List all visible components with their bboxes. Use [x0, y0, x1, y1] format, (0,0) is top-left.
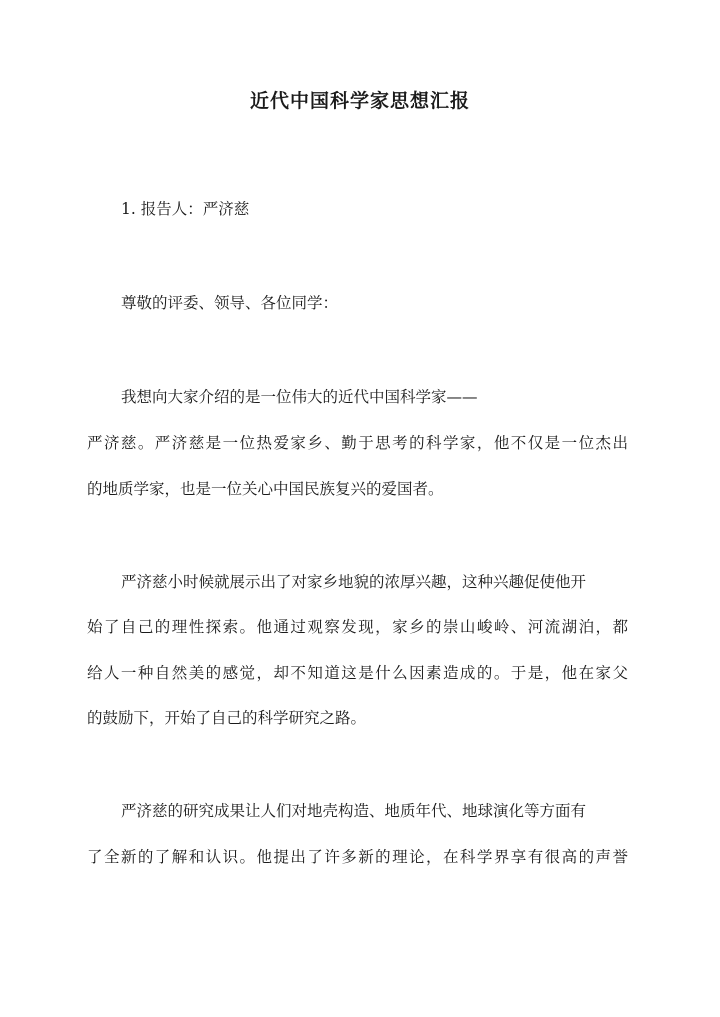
paragraph-2-line-4: 的鼓励下，开始了自己的科学研究之路。 — [87, 709, 367, 727]
paragraph-1-line-1: 我想向大家介绍的是一位伟大的近代中国科学家—— — [121, 388, 478, 406]
greeting-line: 尊敬的评委、领导、各位同学： — [121, 294, 339, 312]
reporter-line: 1. 报告人：严济慈 — [121, 200, 250, 218]
paragraph-1-line-3: 的地质学家，也是一位关心中国民族复兴的爱国者。 — [87, 480, 444, 498]
paragraph-3-line-1: 严济慈的研究成果让人们对地壳构造、地质年代、地球演化等方面有 — [121, 802, 587, 820]
paragraph-2-line-2: 始了自己的理性探索。他通过观察发现，家乡的崇山峻岭、河流湖泊，都 — [87, 618, 628, 636]
paragraph-1-line-2: 严济慈。严济慈是一位热爱家乡、勤于思考的科学家，他不仅是一位杰出 — [87, 434, 628, 452]
paragraph-2-line-1: 严济慈小时候就展示出了对家乡地貌的浓厚兴趣，这种兴趣促使他开 — [121, 573, 587, 591]
document-title: 近代中国科学家思想汇报 — [249, 90, 470, 112]
paragraph-2-line-3: 给人一种自然美的感觉，却不知道这是什么因素造成的。于是，他在家父 — [87, 664, 628, 682]
paragraph-3-line-2: 了全新的了解和认识。他提出了许多新的理论，在科学界享有很高的声誉 — [87, 848, 628, 866]
